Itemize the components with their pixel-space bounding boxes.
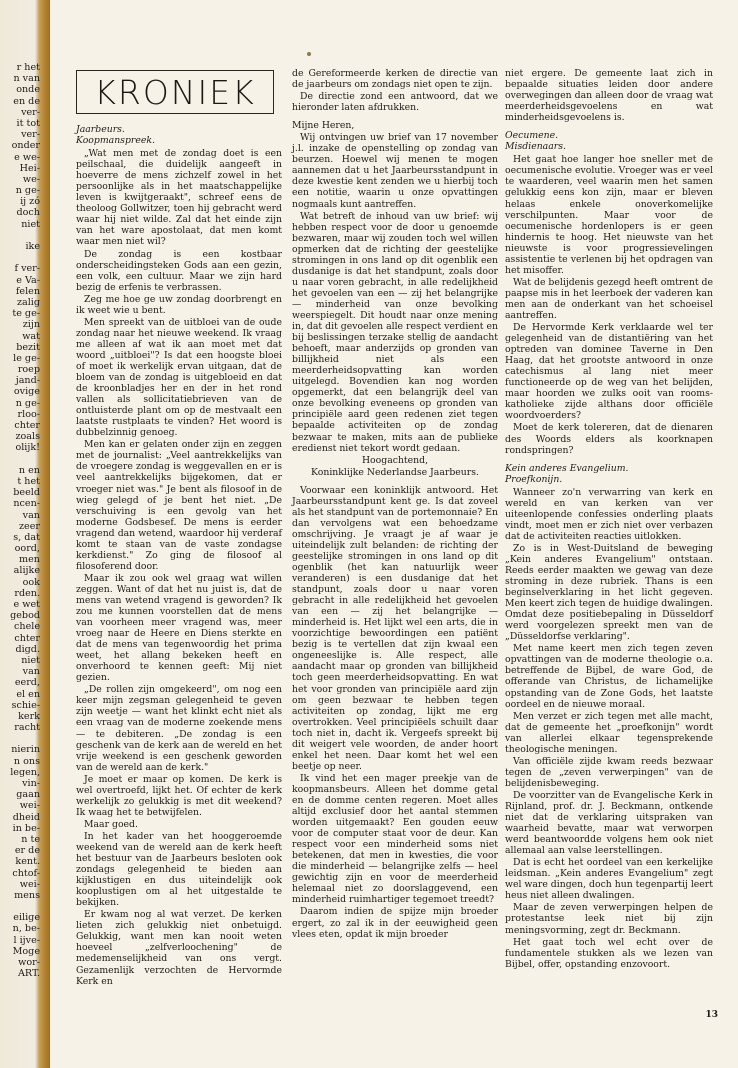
column-3: [505, 68, 713, 971]
gutter-fragment: chtof-: [12, 867, 40, 879]
paragraph: Wij ontvingen uw brief van 17 november j.l. inzake de openstelling op zondag van beurzen. Hoewel wij menen te mogen aannemen dat u het Jaarbeursstandpunt in deze kwestie kent zenden we u hierbij toch een notitie, waarin u onze opvattingen nogmaals kunt aantreffen.: [292, 132, 498, 210]
gutter-fragment: wei-: [19, 878, 40, 890]
gutter-fragment: zijn: [22, 319, 40, 331]
gutter-fragment: bezit: [16, 341, 40, 353]
gutter-fragment: n ge-: [15, 185, 40, 197]
paragraph: Men verzet er zich tegen met alle macht, dat de gemeente het „proefkonijn" wordt van allerlei elkaar tegensprekende theologische meningen.: [505, 710, 713, 755]
paragraph: Het gaat hoe langer hoe sneller met de oecumenische evolutie. Vroeger was er veel te waarderen, veel waarin men het samen gelukkig eens kon zijn, maar er bleven helaas enkele onoverkomelijke verschilpunten. Maar voor de oecumenische hordenlopers is er geen hindernis te hoog. Het nieuwste van het nieuwste is voor progressievelingen assistentie te verlenen bij het opdragen van het misoffer.: [505, 154, 713, 276]
gutter-fragment: schie-: [11, 699, 40, 711]
gutter-fragment: wor-: [18, 957, 40, 968]
section-heading: Proefkonijn.: [505, 473, 563, 485]
paragraph: Men kan er gelaten onder zijn en zeggen met de journalist: „Veel aantrekkelijks van de vroegere zondag is weggevallen en er is veel aantrekkelijks bijgekomen, dat er vroeger niet was." Je bent als filosoof in de wieg gelegd of je bent het niet. „De verschuiving is een gevolg van het moderne Godsbesef. De mens is eerder vragend dan wetend, waardoor hij verderaf komt te staan van de vaste zondagse kerkdienst." Zo ging de filosoof al filosoferend door.: [76, 439, 282, 572]
paragraph: Mijne Heren,: [292, 120, 355, 132]
gutter-fragment: el en: [16, 688, 40, 700]
gutter-fragment: Hei-: [19, 162, 40, 174]
paragraph: Wanneer zo'n verwarring van kerk en wereld en van kerken van ver uiteenlopende confessies onderling plaats vindt, moet men er zich niet over verbazen dat de activiteiten reacties uitlokken.: [505, 486, 713, 542]
gutter-fragment: felen: [15, 285, 40, 297]
paragraph: Wat de belijdenis gezegd heeft omtrent de paapse mis in het leerboek der vaderen kan men aan de onderkant van het schoeisel aantreffen.: [505, 276, 713, 321]
letter-signature: Koninklijke Nederlandse Jaarbeurs.: [311, 466, 479, 478]
gutter-fragment: alijke: [13, 565, 40, 577]
section-heading: Misdienaars.: [505, 141, 566, 153]
gutter-fragment: n ons: [13, 755, 40, 767]
paragraph: Je moet er maar op komen. De kerk is wel overtroefd, lijkt het. Of echter de kerk werkelijk zo gelukkig is met dit weekend? Ik waag het te betwijfelen.: [76, 773, 282, 818]
gutter-fragment: kent.: [15, 856, 40, 868]
gutter-fragment: chele: [14, 621, 40, 633]
ornament-dot: [307, 52, 311, 56]
gutter-fragment: onde: [16, 84, 40, 96]
gutter-fragment: oord,: [14, 543, 40, 555]
gutter-fragment: van: [22, 509, 40, 521]
gutter-fragment: zalig: [16, 296, 40, 308]
gutter-fragment: gebod: [10, 610, 40, 622]
gutter-fragment: er de: [14, 845, 40, 857]
gutter-fragment: nierin: [11, 744, 40, 756]
gutter-fragment: digd.: [15, 643, 40, 655]
gutter-fragment: e we-: [14, 151, 40, 163]
paragraph: De zondag is een kostbaar onderscheidingsteken Gods aan een gezin, een volk, een cultuur. Maar we zijn hard bezig de erfenis te verbrassen.: [76, 248, 282, 293]
gutter-fragment: ncen-: [13, 498, 40, 510]
gutter-fragment: jand-: [15, 375, 40, 387]
column-2: [292, 68, 498, 941]
paragraph: Maar ik zou ook wel graag wat willen zeggen. Want of dat het nu juist is, dat de mens van wetend vragend is geworden? Ik zou me kunnen voorstellen dat de mens van voorheen meer vragend was, meer vroeg naar de Heere en Diens sterkte en dat de mens van tegenwoordig het prima weet, het allang bekeken heeft en onverhoord te kennen geeft: Mij niet gezien.: [76, 572, 282, 684]
section-title-kroniek: KRONIEK: [76, 70, 274, 114]
paragraph: De voorzitter van de Evangelische Kerk in Rijnland, prof. dr. J. Beckmann, ontkende niet dat de verklaring uitspraken van waarheid bevatte, maar wat verworpen werd beantwoordde volgens hem ook niet allemaal aan valse leerstellingen.: [505, 789, 713, 857]
gutter-fragment: ver-: [21, 129, 40, 141]
gutter-fragment: r het: [16, 62, 40, 73]
gutter-fragment: niet: [21, 654, 40, 666]
paragraph: Met name keert men zich tegen zeven opvattingen van de moderne theologie o.a. betreffende de Bijbel, de ware God, de offerande van Christus, de lichamelijke opstanding van de Zone Gods, het laatste oordeel en de nieuwe moraal.: [505, 643, 713, 710]
paragraph: „De rollen zijn omgekeerd", om nog een keer mijn zegsman gelegenheid te geven zijn weetje — want het klinkt echt niet als een vraag van de moderne zoekende mens — te debiteren. „De zondag is een geschenk van de kerk aan de wereld en het vrije weekend is een geschenk geworden van de wereld aan de kerk.": [76, 684, 282, 773]
column-1-body: [76, 124, 282, 987]
gutter-fragment: n ge-: [15, 397, 40, 409]
gutter-fragment: ART.: [17, 968, 40, 980]
gutter-fragment: en de: [13, 95, 40, 107]
paragraph: de Gereformeerde kerken de directie van de jaarbeurs om zondags niet open te zijn.: [292, 68, 498, 91]
gutter-fragment: eerd,: [14, 677, 40, 689]
magazine-page: [50, 0, 738, 1068]
gutter-fragment: n en: [18, 464, 40, 476]
section-heading: Oecumene.: [505, 130, 559, 142]
section-heading: Koopmanspreek.: [76, 135, 155, 147]
gutter-fragment: [0, 230, 40, 241]
gutter-fragment: van: [22, 666, 40, 678]
paragraph: Men spreekt van de uitbloei van de oude zondag naar het nieuwe weekend. Ik vraag me alleen af wat ik aan moet met dat woord „uitbloei"? Is dat een hoogste bloei of moet ik werkelijk ervan uitgaan, dat de bloem van de zondag is uitgebloeid en dat de kroonbladjes her en der in het rond vallen als sollicitatiebrieven van de ontluisterde plant om op de mestvaalt een laatste rustplaats te vinden? Het woord is dubbelzinnig genoeg.: [76, 316, 282, 439]
gutter-fragment: zeer: [19, 520, 40, 532]
section-heading: Kein anderes Evangelium.: [505, 462, 629, 474]
gutter-fragment: eilige: [13, 912, 40, 924]
paragraph: „Wat men met de zondag doet is een peilschaal, die duidelijk aangeeft in hoeverre de mens zichzelf zowel in het persoonlijke als in het maatschappelijke leven is kwijtgeraakt", schreef eens de theoloog Gollwitzer, toen hij gebracht werd waar hij niet wilde. Zal dat het einde zijn van het ware apostolaat, dat men komt waar men niet wil?: [76, 148, 282, 248]
gutter-fragment: dheid: [12, 811, 40, 823]
gutter-fragment: legen,: [10, 766, 40, 778]
gutter-fragment: f ver-: [14, 263, 40, 275]
gutter-fragment: chter: [14, 632, 40, 644]
gutter-fragment: wei-: [19, 800, 40, 812]
gutter-fragment: n van: [13, 73, 40, 85]
paragraph: niet ergere. De gemeente laat zich in bepaalde situaties leiden door andere overwegingen dan alleen door de vraag wat meerderheidsgevoelens en wat minderheidsgevoelens is.: [505, 68, 713, 124]
gutter-fragment: vin-: [22, 778, 40, 789]
gutter-fragment: racht: [14, 722, 40, 734]
gutter-fragment: e Va-: [16, 274, 40, 286]
gutter-fragment: mens: [14, 889, 40, 901]
paragraph: Ik vind het een mager preekje van de koopmansbeurs. Alleen het domme getal en de domme centen regeren. Moet alles altijd exclusief door het aantal stemmen worden uitgemaakt? Een gouden eeuw voor de computer staat voor de deur. Kan respect voor een minderheid soms niet betekenen, dat men in kwesties, die voor die minderheid — belangrijke zelfs — heel gewichtig zijn en voor de meerderheid helemaal niet zo doorslaggevend, een minderheid ruimhartiger tegemoet treedt?: [292, 772, 498, 906]
paragraph: De directie zond een antwoord, dat we hieronder laten afdrukken.: [292, 91, 498, 114]
paragraph: Maar goed.: [84, 818, 138, 830]
gutter-fragment: in be-: [12, 822, 40, 834]
gutter-fragment: zoals: [15, 431, 40, 443]
paragraph: De Hervormde Kerk verklaarde wel ter gelegenheid van de distantiëring van het optreden van dominee Taverne in Den Haag, dat het grootste antwoord in onze catechismus al lang niet meer functioneerde op de weg van het belijden, maar hoorden we zulks ooit van rooms-katholieke zijde althans door officiële woordvoerders?: [505, 322, 713, 422]
gutter-fragment: rloo-: [17, 408, 40, 420]
gutter-fragment: ver-: [21, 106, 40, 118]
paragraph: Wat betreft de inhoud van uw brief: wij hebben respect voor de door u genoemde bezwaren, maar wij zouden toch wel willen opmerken dat de richting der geestelijke stromingen in ons land op dit ogenblik een dusdanige is dat het standpunt, zoals door u naar voren gebracht, in alle redelijkheid het gevoelen van een — zij het belangrijke — minderheid van onze bevolking weerspiegelt. Dit houdt naar onze mening in, dat dit gevoelen alle respect verdient en bij beslissingen terzake stellig de aandacht behoeft, maar anderzijds op gronden van billijkheid niet als een meerderheidsopvatting kan worden uitgelegd. Bovendien kan nog worden opgemerkt, dat een belangrijk deel van onze bevolking eveneens op gronden van principiële aard geen redenen ziet tegen bepaalde activiteiten op de zondag bezwaar te maken, mits aan de publieke eredienst niet tekort wordt gedaan.: [292, 210, 498, 454]
gutter-fragment: we-: [22, 173, 40, 185]
gutter-fragment: rden.: [14, 587, 40, 599]
gutter-fragment: men: [19, 554, 40, 566]
gutter-fragment: [0, 733, 40, 744]
gutter-fragment: gaan: [16, 789, 40, 801]
paragraph: Maar de zeven verwerpingen helpen de protestantse leek niet bij zijn meningsvorming, zegt dr. Beckmann.: [505, 902, 713, 936]
gutter-fragment: roep: [17, 364, 40, 376]
gutter-fragment: ike: [25, 241, 40, 252]
gutter-fragment: ook: [22, 576, 40, 588]
gutter-fragment: beeld: [13, 487, 40, 499]
paragraph: Het gaat toch wel echt over de fundamentele stukken als we lezen van Bijbel, offer, opstanding enzovoort.: [505, 936, 713, 970]
gutter-fragment: ij zó: [20, 196, 40, 208]
gutter-fragment: ovige: [13, 386, 40, 398]
gutter-fragment: [0, 252, 40, 263]
gutter-fragment: chter: [14, 420, 40, 431]
gutter-fragment: it tot: [16, 117, 40, 129]
section-heading: Jaarbeurs.: [76, 124, 125, 135]
column-1: [76, 68, 282, 988]
gutter-fragment: t het: [17, 475, 40, 487]
paragraph: Zo is in West-Duitsland de beweging „Kein anderes Evangelium" ontstaan. Reeds eerder maakten we gewag van deze stroming in deze rubriek. Thans is een beginselverklaring in het licht gegeven. Men keert zich tegen de huidige dwalingen. Omdat deze positiebepaling in Düsseldorf werd voorgelezen spreekt men van de „Düsseldorfse verklaring".: [505, 542, 713, 643]
paragraph: Zeg me hoe ge uw zondag doorbrengt en ik weet wie u bent.: [76, 293, 282, 316]
gutter-fragment: le ge-: [13, 352, 40, 364]
gutter-fragment: doch: [16, 207, 40, 219]
gutter-fragment: l ijve-: [13, 934, 40, 946]
gutter-fragment: onder: [11, 140, 40, 152]
page-number: 13: [705, 1010, 718, 1020]
gutter-fragment: [0, 454, 40, 465]
paragraph: Van officiële zijde kwam reeds bezwaar tegen de „zeven verwerpingen" van de belijdenisbeweging.: [505, 755, 713, 789]
gutter-fragment: [0, 901, 40, 912]
gutter-fragment: olijk!: [15, 442, 40, 454]
paragraph: Er kwam nog al wat verzet. De kerken lieten zich gelukkig niet onbetuigd. Gelukkig, want men kan nooit weten hoeveel „zelfverloochening" de medemenselijkheid van ons vergt. Gezamenlijk verzochten de Hervormde Kerk en: [76, 909, 282, 987]
gutter-fragment: wat: [22, 330, 40, 342]
gutter-fragment: te ge-: [12, 308, 40, 320]
previous-page-text-fragments: [0, 62, 40, 979]
gutter-fragment: s, dat: [13, 531, 40, 543]
letter-signature: Hoogachtend,: [361, 454, 429, 466]
paragraph: In het kader van het hooggeroemde weekend van de wereld aan de kerk heeft het bestuur van de Jaarbeurs besloten ook zondags gelegenheid te bieden aan kijklustigen en dus uiteindelijk ook kooplustigen om al het uitgestalde te bekijken.: [76, 830, 282, 909]
paragraph: Daarom indien de spijze mijn broeder ergert, zo zal ik in der eeuwigheid geen vlees eten, opdat ik mijn broeder: [292, 906, 498, 940]
gutter-fragment: e wet: [13, 599, 40, 610]
paragraph: Voorwaar een koninklijk antwoord. Het Jaarbeursstandpunt kent ge. Is dat zoveel als het standpunt van de portemonnaie? En dan vervolgens wat een behoedzame omschrijving. Je vraagt je af waar je uiteindelijk zult belanden: de richting der geestelijke stromingen in ons land op dit ogenblik (het kan natuurlijk weer veranderen) is een dusdanige dat het standpunt, zoals door u naar voren gebracht in alle redelijkheid het gevoelen van een — zij het belangrijke — minderheid is. Het lijkt wel een arts, die in voorzichtige bewoordingen een patiënt bezig is te vertellen dat zijn kwaal een ongeneeslijke is. Alle respect, alle aandacht maar op gronden van billijkheid toch geen meerderheidsopvatting. En wat het voor gronden van principiële aard zijn om geen bezwaar te hebben tegen activiteiten op zondag, lijkt me erg overtrokken. Veel principiëels schuilt daar toch niet in, dacht ik. Vergeefs spreekt bij dit weigert vele woorden, de ander hoort enkel het neen. Daar komt het wel een beetje op neer.: [292, 484, 498, 772]
gutter-fragment: Moge: [12, 945, 40, 957]
paragraph: Moet de kerk tolereren, dat de dienaren des Woords elders als koorknapen rondspringen?: [505, 422, 713, 456]
previous-page-edge: [0, 0, 50, 1068]
paragraph: Dat is echt het oordeel van een kerkelijke leidsman. „Kein anderes Evangelium" zegt wel ware dingen, doch hun tegenpartij leert heus niet alleen dwalingen.: [505, 857, 713, 902]
gutter-fragment: n, be-: [12, 923, 40, 935]
gutter-fragment: kerk: [18, 710, 40, 722]
gutter-fragment: niet: [21, 218, 40, 230]
gutter-fragment: n te: [21, 833, 40, 845]
